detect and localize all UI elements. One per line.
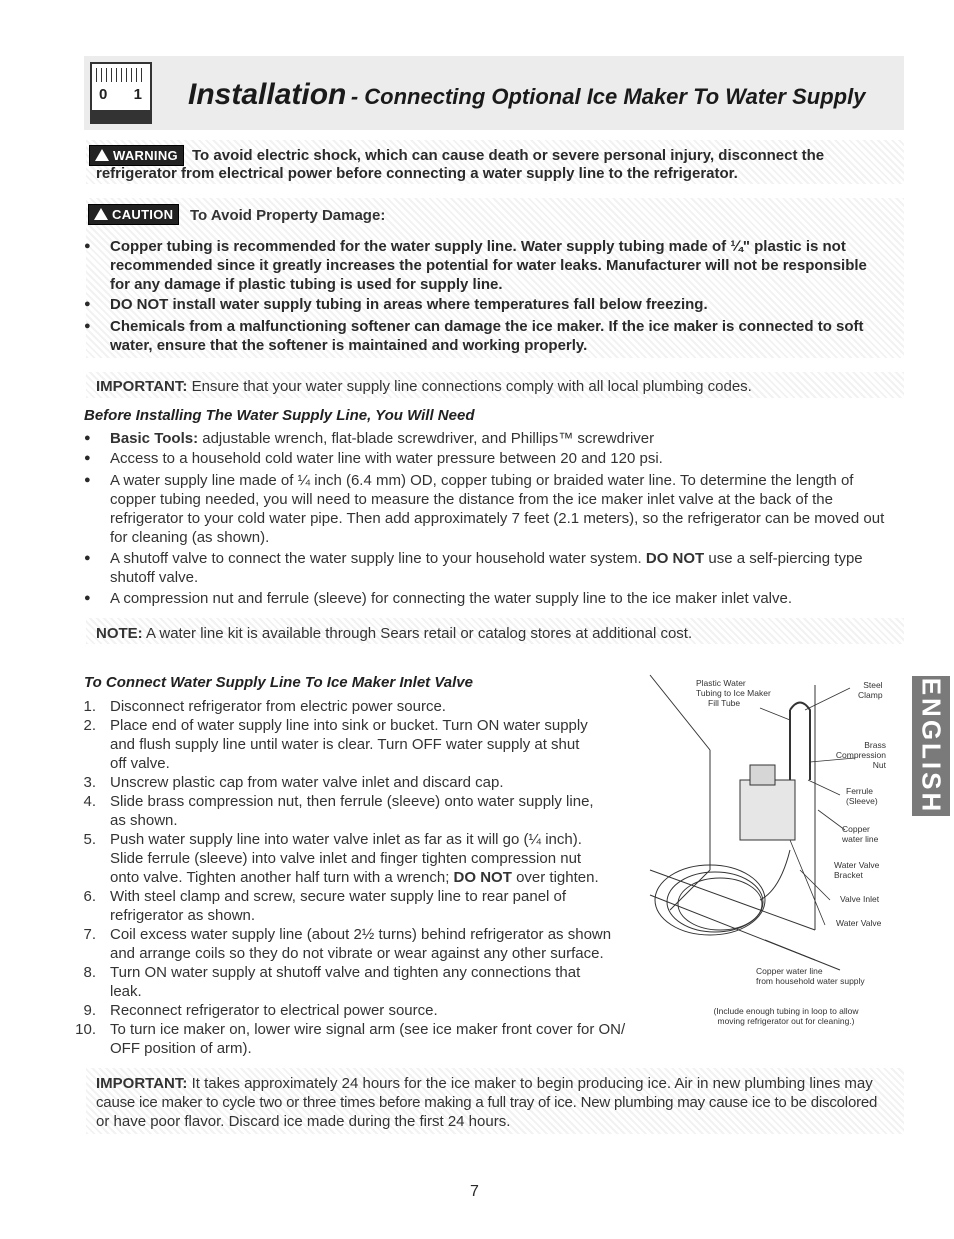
- label-steel-clamp: Steel Clamp: [858, 680, 883, 700]
- step-number: 10.: [75, 1021, 96, 1038]
- step-text: off valve.: [110, 755, 170, 772]
- caution-bullet-1-line-2: recommended since it greatly increases the potential for water leaks. Manufacturer will not be responsible: [110, 257, 867, 274]
- need-item-shutoff-line-2: shutoff valve.: [110, 569, 199, 586]
- label-household-line: Copper water line from household water supply: [756, 966, 865, 986]
- page-title: Installation - Connecting Optional Ice Maker To Water Supply: [188, 78, 866, 111]
- language-tab: ENGLISH: [912, 676, 950, 816]
- step-number: 4.: [83, 793, 96, 810]
- warning-line-2: refrigerator from electrical power before connecting a water supply line to the refrigerator.: [96, 165, 738, 182]
- bullet-icon: ●: [84, 320, 91, 332]
- note-text: NOTE: A water line kit is available through Sears retail or catalog stores at additional cost.: [96, 625, 693, 642]
- step-number: 2.: [83, 717, 96, 734]
- caution-badge: CAUTION: [88, 204, 179, 225]
- caution-bullet-1-line-1: Copper tubing is recommended for the water supply line. Water supply tubing made of ¼" plastic is not: [110, 238, 846, 255]
- bullet-icon: ●: [84, 432, 91, 444]
- warning-line-1: To avoid electric shock, which can cause death or severe personal injury, disconnect the: [192, 147, 825, 164]
- label-valve-inlet: Valve Inlet: [840, 894, 880, 904]
- caution-triangle-icon: [94, 208, 108, 220]
- important-note-1: IMPORTANT: Ensure that your water supply line connections comply with all local plumbing codes.: [96, 378, 752, 395]
- section-heading-connect: To Connect Water Supply Line To Ice Maker Inlet Valve: [84, 674, 473, 691]
- caution-bullet-2: DO NOT install water supply tubing in areas where temperatures fall below freezing.: [110, 296, 708, 313]
- step-text: Disconnect refrigerator from electric power source.: [110, 698, 446, 715]
- bullet-icon: ●: [84, 592, 91, 604]
- step-text: To turn ice maker on, lower wire signal arm (see ice maker front cover for ON/: [110, 1021, 626, 1038]
- step-number: 3.: [83, 774, 96, 791]
- step-text: With steel clamp and screw, secure water supply line to rear panel of: [110, 888, 567, 905]
- bullet-icon: ●: [84, 474, 91, 486]
- bullet-icon: ●: [84, 298, 91, 310]
- caution-heading: To Avoid Property Damage:: [190, 207, 386, 224]
- step-text: Unscrew plastic cap from water valve inlet and discard cap.: [110, 774, 504, 791]
- need-item-line-3: refrigerator to your cold water pipe. Then add approximately 7 feet (2.1 meters), so the refrigerator can be moved out: [110, 510, 885, 527]
- page-number: 7: [470, 1183, 479, 1200]
- label-loop-note: (Include enough tubing in loop to allow moving refrigerator out for cleaning.): [713, 1006, 859, 1026]
- warning-triangle-icon: [95, 149, 109, 161]
- important-note-2-line-2: cause ice maker to cycle two or three times before making a full tray of ice. New plumbing may cause ice to be discolored: [96, 1094, 878, 1111]
- label-water-valve: Water Valve: [836, 918, 882, 928]
- step-text: Push water supply line into water valve inlet as far as it will go (¼ inch).: [110, 831, 582, 848]
- section-heading-before: Before Installing The Water Supply Line, You Will Need: [84, 407, 475, 424]
- step-text: Place end of water supply line into sink or bucket. Turn ON water supply: [110, 717, 588, 734]
- label-copper-line: Copper water line: [842, 824, 879, 844]
- need-item-access: Access to a household cold water line with water pressure between 20 and 120 psi.: [110, 450, 663, 467]
- step-text: OFF position of arm).: [110, 1040, 252, 1057]
- caution-bullet-3-line-2: water, ensure that the softener is maintained and working properly.: [110, 337, 588, 354]
- step-number: 9.: [83, 1002, 96, 1019]
- label-ferrule: Ferrule (Sleeve): [846, 786, 878, 806]
- step-text: Turn ON water supply at shutoff valve and tighten any connections that: [110, 964, 581, 981]
- step-text: Reconnect refrigerator to electrical power source.: [110, 1002, 438, 1019]
- label-valve-bracket: Water Valve Bracket: [834, 860, 880, 880]
- label-plastic-tube: Plastic Water Tubing to Ice Maker Fill Tube: [696, 678, 771, 708]
- important-note-2-line-1: IMPORTANT: It takes approximately 24 hours for the ice maker to begin producing ice. Air in new plumbing lines may: [96, 1075, 873, 1092]
- need-item-nut: A compression nut and ferrule (sleeve) for connecting the water supply line to the ice maker inlet valve.: [110, 590, 793, 607]
- step-text: onto valve. Tighten another half turn with a wrench; DO NOT over tighten.: [110, 869, 599, 886]
- step-text: refrigerator as shown.: [110, 907, 256, 924]
- need-item-line-1: A water supply line made of ¼ inch (6.4 mm) OD, copper tubing or braided water line. To determine the length of: [110, 472, 854, 489]
- important-note-2-line-3: or have poor flavor. Discard ice made during the first 24 hours.: [96, 1113, 511, 1130]
- label-brass-nut: Brass Compression Nut: [835, 740, 886, 770]
- step-text: Slide brass compression nut, then ferrule (sleeve) onto water supply line,: [110, 793, 594, 810]
- step-number: 7.: [83, 926, 96, 943]
- step-number: 5.: [83, 831, 96, 848]
- step-text: leak.: [110, 983, 142, 1000]
- step-text: as shown.: [110, 812, 178, 829]
- step-text: and arrange coils so they do not vibrate or wear against any other surface.: [110, 945, 604, 962]
- step-number: 8.: [83, 964, 96, 981]
- caution-bullet-3-line-1: Chemicals from a malfunctioning softener can damage the ice maker. If the ice maker is connected to soft: [110, 318, 864, 335]
- bullet-icon: ●: [84, 552, 91, 564]
- step-number: 6.: [83, 888, 96, 905]
- need-item-line-4: for cleaning (as shown).: [110, 529, 270, 546]
- need-item-shutoff: A shutoff valve to connect the water supply line to your household water system. DO NOT use a self-piercing type: [110, 550, 863, 567]
- warning-badge: WARNING: [89, 145, 184, 166]
- step-text: Coil excess water supply line (about 2½ turns) behind refrigerator as shown: [110, 926, 612, 943]
- ruler-logo-icon: 0 1: [90, 62, 152, 124]
- need-item-tools: Basic Tools: adjustable wrench, flat-blade screwdriver, and Phillips™ screwdriver: [110, 430, 655, 447]
- need-item-line-2: copper tubing needed, you will need to measure the distance from the ice maker inlet valve at the back of the: [110, 491, 833, 508]
- bullet-icon: ●: [84, 240, 91, 252]
- step-text: and flush supply line until water is clear. Turn OFF water supply at shut: [110, 736, 580, 753]
- step-number: 1.: [83, 698, 96, 715]
- caution-bullet-1-line-3: for any damage if plastic tubing is used for supply line.: [110, 276, 503, 293]
- step-text: Slide ferrule (sleeve) into valve inlet and finger tighten compression nut: [110, 850, 582, 867]
- bullet-icon: ●: [84, 452, 91, 464]
